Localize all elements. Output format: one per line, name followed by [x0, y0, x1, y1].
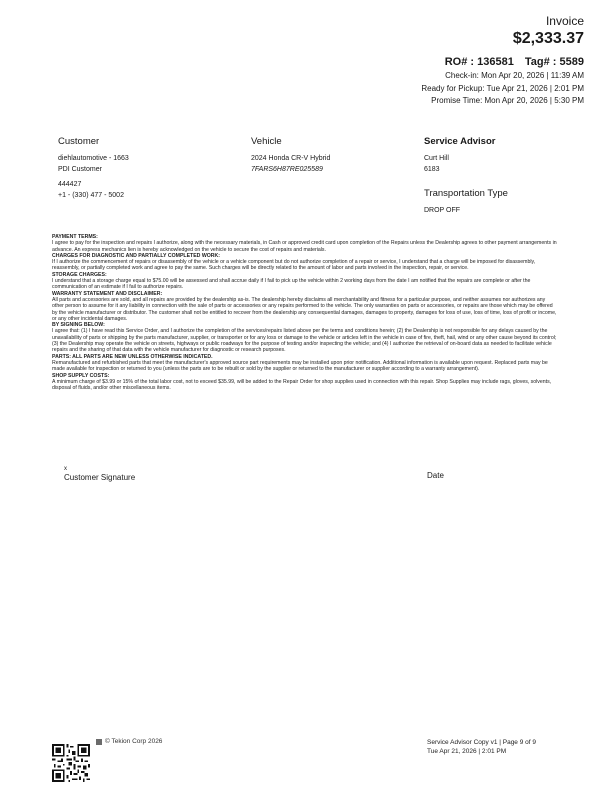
promise-time: Promise Time: Mon Apr 20, 2026 | 5:30 PM: [431, 96, 584, 105]
customer-block: [58, 136, 129, 201]
customer-phone: +1 - (330) 477 - 5002: [58, 192, 124, 199]
footer-date: Tue Apr 21, 2026 | 2:01 PM: [427, 748, 507, 755]
advisor-block: [424, 136, 508, 216]
tag-number: Tag# : 5589: [524, 56, 584, 68]
footer-page-info: [427, 738, 536, 756]
terms-text: A minimum charge of $3.99 or 15% of the total labor cost, not to exceed $35.99, will be added to the Repair Order for shop supplies used in connection with this repair. Shop Supplies may include rags, gloves, solvents, disposal of fluids, and/or other miscellaneous items.: [52, 378, 552, 392]
invoice-total: $2,333.37: [512, 30, 584, 47]
advisor-id: 6183: [424, 166, 440, 173]
terms-heading: PAYMENT TERMS:: [52, 234, 98, 240]
pickup-time: Ready for Pickup: Tue Apr 21, 2026 | 2:01 PM: [421, 83, 584, 93]
customer-id: 444427: [58, 181, 82, 188]
footer-company: [96, 738, 162, 745]
customer-signature-label: Customer Signature: [64, 473, 136, 482]
invoice-label: Invoice: [545, 14, 584, 28]
vehicle-model: 2024 Honda CR-V Hybrid: [251, 155, 331, 162]
invoice-header: [421, 14, 584, 108]
terms-section: [52, 234, 558, 391]
qr-code-icon: [52, 744, 90, 782]
terms-heading: BY SIGNING BELOW:: [52, 322, 105, 329]
customer-signature-block: [64, 466, 135, 482]
terms-text: I understand that a storage charge equal to $75.00 will be assessed and shall accrue daily if I fail to pick up the vehicle within 2 working days from the date I am notified that the repairs are complete or after the communication of an estimate if I fail to authorize repairs.: [52, 278, 531, 291]
signature-x-mark: x: [64, 466, 67, 472]
transport-heading: Transportation Type: [424, 188, 508, 199]
checkin-time: Check-in: Mon Apr 20, 2026 | 11:39 AM: [445, 71, 584, 80]
terms-text: All parts and accessories are sold, and all repairs are provided by the dealership as-is. The dealership hereby disclaims all merchantability and fitness for a particular purpose, and neither assumes nor authorizes any other person to assume for it any liability in connection with the sale of parts or accessories or any repairs performed to the vehicle. The only warranties on parts or accessories, or repairs are those which may be offered by the vehicle manufacturer or distributor. The customer shall not be entitled to recover from the dealership any consequential damages, damages to property, damages for loss of use, loss of time, loss of profit or income, or any other incidental damages.: [52, 296, 557, 322]
advisor-heading: Service Advisor: [424, 136, 496, 147]
service-times: [421, 70, 584, 108]
transport-type: DROP OFF: [424, 207, 461, 214]
terms-heading: CHARGES FOR DIAGNOSTIC AND PARTIALLY COMPLETED WORK:: [52, 252, 221, 259]
terms-heading: STORAGE CHARGES:: [52, 271, 107, 278]
vehicle-block: [251, 136, 330, 175]
footer-copy-page: Service Advisor Copy v1 | Page 9 of 9: [427, 739, 536, 746]
vehicle-heading: Vehicle: [251, 136, 282, 147]
vehicle-vin: 7FARS6H87RE025589: [251, 166, 323, 173]
terms-heading: WARRANTY STATEMENT AND DISCLAIMER:: [52, 290, 163, 297]
customer-name: diehlautomotive - 1663: [58, 155, 129, 162]
advisor-name: Curt Hill: [424, 155, 449, 162]
customer-heading: Customer: [58, 136, 100, 147]
ro-tag-line: [421, 56, 584, 68]
tekion-logo-icon: [96, 739, 102, 745]
terms-text: I agree that: (1) I have read this Service Order, and I authorize the completion of the services/repairs listed above per the terms and conditions herein; (2) the Dealership is not responsible for any delays caused by the unavailability of parts or shipping by the parts manufacturer, supplier, or transporter or for any loss or damage to the vehicle or articles left in the vehicle in case of fire, theft, hail, wind or any other cause beyond its control; (3) the Dealership may operate the vehicle on streets, highways or public roadways for the purpose of testing and/or inspecting the vehicle; and (4) I authorize the retrieval of on-board data as needed to facilitate vehicle repairs and the sharing of that data with the vehicle manufacturer for diagnostic or research purposes.: [52, 328, 557, 354]
date-label: Date: [427, 471, 444, 480]
footer-copyright: © Tekion Corp 2026: [105, 738, 163, 745]
ro-number: RO# : 136581: [444, 56, 514, 68]
terms-heading: PARTS: ALL PARTS ARE NEW UNLESS OTHERWISE INDICATED.: [52, 353, 213, 360]
terms-text: Remanufactured and refurbished parts that meet the manufacturer's approved source part requirements may be installed upon prior notification. Additional information is available upon request. Replaced parts may be made available for inspection or returned to you (unless the parts are to be rebuilt or sold by the supplier or returned to the manufacturer or supplier according to a warranty arrangement).: [52, 359, 548, 373]
terms-heading: SHOP SUPPLY COSTS:: [52, 372, 110, 379]
terms-text: If I authorize the commencement of repairs or disassembly of the vehicle or a vehicle component but do not authorize completion of a repair or service, I understand that a charge will be imposed for disassembly, reassembly, or partially completed work and agree to pay the same. Such charges will be directly related to the amount of labor and parts involved in the inspection, repair, or service.: [52, 259, 536, 272]
terms-text: I agree to pay for the inspection and repairs I authorize, along with the necessary materials, in Cash or approved credit card upon completion of the Repairs unless the Dealership agrees to other payment arrangements in advance. An express mechanics lien is hereby acknowledged on the vehicle to secure the cost of repairs and materials.: [52, 240, 557, 253]
customer-type: PDI Customer: [58, 166, 102, 173]
